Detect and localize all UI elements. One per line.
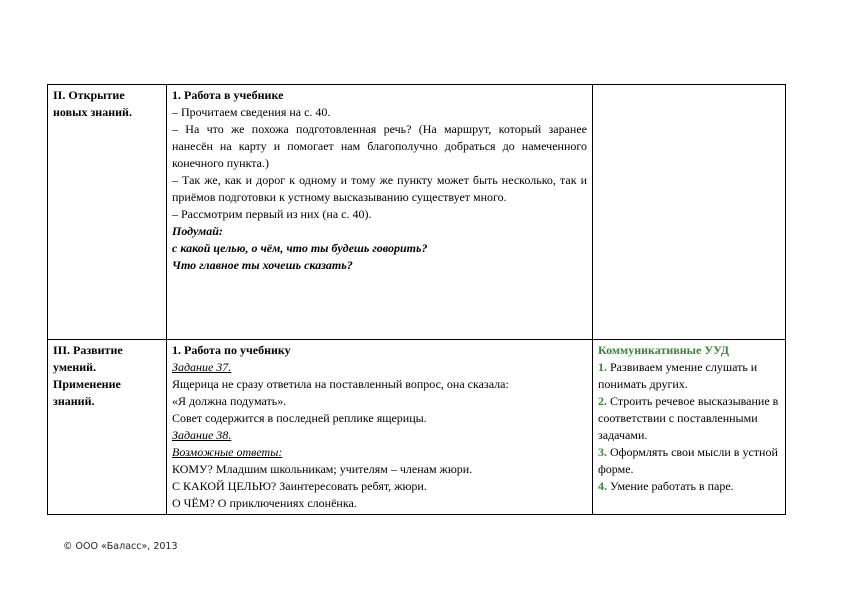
- answer: С КАКОЙ ЦЕЛЬЮ? Заинтересовать ребят, жюри.: [172, 479, 427, 493]
- copyright-footer: © ООО «Баласс», 2013: [63, 541, 178, 552]
- content-cell: [167, 85, 593, 340]
- uud-item-number: 2.: [598, 394, 607, 408]
- uud-item: [598, 393, 780, 444]
- paragraph: – На что же похожа подготовленная речь? (На маршрут, который заранее нанесён на карту и помогает нам благополучно добраться до намеченного конечного пункта.): [172, 122, 587, 170]
- task-label: Задание 37.: [172, 360, 232, 374]
- paragraph: Совет содержится в последней реплике ящерицы.: [172, 411, 427, 425]
- stage-title: Применение: [53, 377, 121, 391]
- paragraph: – Так же, как и дорог к одному и тому же пункту может быть несколько, так и приёмов подготовки к устному высказыванию существует много.: [172, 173, 587, 204]
- section-heading: 1. Работа в учебнике: [172, 88, 284, 102]
- paragraph: – Рассмотрим первый из них (на с. 40).: [172, 207, 372, 221]
- stage-title: II. Открытие: [53, 88, 125, 102]
- content-cell: [167, 340, 593, 515]
- think-label: Подумай:: [172, 224, 223, 238]
- lesson-table: [47, 84, 786, 515]
- paragraph: – Прочитаем сведения на с. 40.: [172, 105, 331, 119]
- question: Что главное ты хочешь сказать?: [172, 258, 353, 272]
- uud-cell-empty: [593, 85, 786, 340]
- stage-cell: [48, 340, 167, 515]
- section-heading: 1. Работа по учебнику: [172, 343, 291, 357]
- stage-title: новых знаний.: [53, 105, 132, 119]
- uud-cell: [593, 340, 786, 515]
- question: с какой целью, о чём, что ты будешь говорить?: [172, 241, 428, 255]
- uud-item-text: Строить речевое высказывание в соответствии с поставленными задачами.: [598, 394, 779, 442]
- uud-item-text: Умение работать в паре.: [610, 479, 734, 493]
- stage-title: знаний.: [53, 394, 95, 408]
- answers-label: Возможные ответы:: [172, 445, 283, 459]
- paragraph: Ящерица не сразу ответила на поставленный вопрос, она сказала:: [172, 377, 509, 391]
- answer: О ЧЁМ? О приключениях слонёнка.: [172, 496, 357, 510]
- uud-item-text: Оформлять свои мысли в устной форме.: [598, 445, 778, 476]
- stage-cell: [48, 85, 167, 340]
- table-row: [48, 85, 786, 340]
- table-row: [48, 340, 786, 515]
- uud-item-text: Развиваем умение слушать и понимать других.: [598, 360, 758, 391]
- uud-item-number: 3.: [598, 445, 607, 459]
- uud-item: [598, 478, 780, 495]
- answer: КОМУ? Младшим школьникам; учителям – членам жюри.: [172, 462, 473, 476]
- uud-title: Коммуникативные УУД: [598, 343, 730, 357]
- uud-item-number: 4.: [598, 479, 607, 493]
- stage-title: III. Развитие: [53, 343, 123, 357]
- uud-item-number: 1.: [598, 360, 607, 374]
- stage-title: умений.: [53, 360, 97, 374]
- uud-item: [598, 444, 780, 478]
- uud-item: [598, 359, 780, 393]
- task-label: Задание 38.: [172, 428, 232, 442]
- paragraph: «Я должна подумать».: [172, 394, 287, 408]
